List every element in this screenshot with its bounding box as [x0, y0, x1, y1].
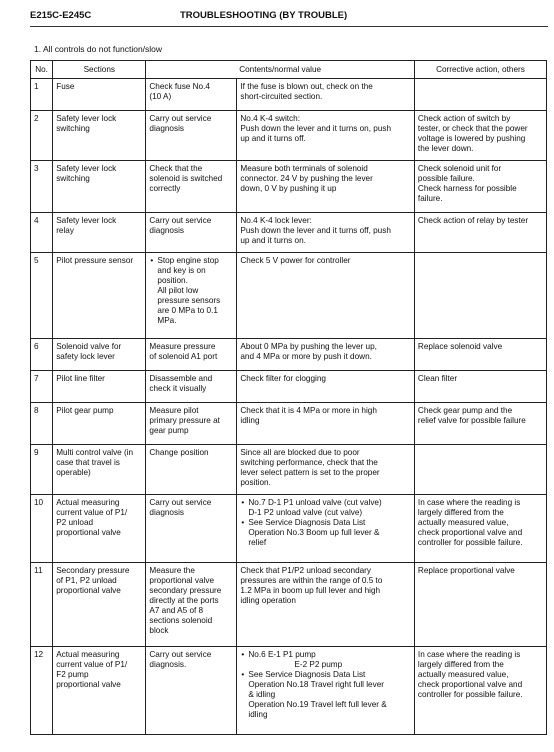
corrective-cell-line: Replace solenoid valve	[417, 342, 503, 351]
detail-line: E-2 P2 pump	[294, 660, 343, 669]
check-cell-line: and key is on	[157, 266, 206, 275]
section-cell-line: Pilot gear pump	[56, 406, 114, 415]
section-cell-line: Safety lever lock	[56, 164, 117, 173]
section-cell	[53, 111, 146, 161]
check-cell	[146, 495, 237, 563]
table-row	[31, 647, 547, 735]
header-rule	[30, 26, 548, 27]
check-cell-line: proportional valve	[149, 576, 215, 585]
check-cell-line: Check fuse No.4	[149, 82, 210, 91]
corrective-cell-line: Clean filter	[417, 374, 458, 383]
corrective-cell	[414, 79, 546, 111]
detail-line: & idling	[248, 690, 276, 699]
corrective-cell-line: voltage is lowered by pushing	[417, 134, 526, 143]
detail-line: idling operation	[240, 596, 296, 605]
section-cell-line: switching	[56, 174, 90, 183]
section-cell	[53, 213, 146, 253]
section-cell-line: Pilot line filter	[56, 374, 105, 383]
detail-bullet-line: • No.7 D-1 P1 unload valve (cut valve)	[240, 498, 412, 508]
column-header-sections: Sections	[53, 61, 146, 79]
corrective-cell-line: Replace proportional valve	[417, 566, 515, 575]
detail-cell	[237, 111, 415, 161]
check-cell-line: of solenoid A1 port	[149, 352, 218, 361]
detail-line: Check that it is 4 MPa or more in high	[240, 406, 377, 415]
section-cell-line: Actual measuring	[56, 498, 120, 507]
table-row	[31, 563, 547, 647]
check-cell	[146, 563, 237, 647]
corrective-cell	[414, 647, 546, 735]
check-cell-line: check it visually	[149, 384, 207, 393]
check-cell-line: solenoid is switched	[149, 174, 223, 183]
check-cell-line: A7 and A5 of 8	[149, 606, 204, 615]
check-cell-line: MPa.	[157, 316, 177, 325]
section-title: 1. All controls do not function/slow	[34, 44, 163, 54]
check-cell-line: Carry out service	[149, 650, 212, 659]
detail-line: lever select pattern is set to the proper	[240, 468, 380, 477]
detail-line: D-1 P2 unload valve (cut valve)	[248, 508, 363, 517]
check-cell-line: directly at the ports	[149, 596, 219, 605]
section-cell	[53, 253, 146, 339]
corrective-cell-line: largely differed from the	[417, 660, 504, 669]
detail-line: If the fuse is blown out, check on the	[240, 82, 373, 91]
section-cell	[53, 339, 146, 371]
section-cell-line: operable)	[56, 468, 91, 477]
check-cell	[146, 371, 237, 403]
check-cell-line: diagnosis.	[149, 660, 187, 669]
section-cell	[53, 495, 146, 563]
corrective-cell-line: In case where the reading is	[417, 650, 521, 659]
section-cell-line: F2 pump	[56, 670, 89, 679]
detail-line: Since all are blocked due to poor	[240, 448, 360, 457]
detail-line: switching performance, check that the	[240, 458, 378, 467]
check-cell-line: sections solenoid	[149, 616, 213, 625]
section-cell	[53, 563, 146, 647]
check-cell-line: • Stop engine stop	[157, 256, 219, 265]
detail-cell	[237, 371, 415, 403]
detail-line: Push down the lever and it turns off, push	[240, 226, 391, 235]
check-cell-line: diagnosis	[149, 226, 184, 235]
check-cell	[146, 339, 237, 371]
table-row	[31, 213, 547, 253]
detail-bullet-line: • See Service Diagnosis Data List	[240, 670, 412, 680]
detail-line: Check filter for clogging	[240, 374, 326, 383]
corrective-cell-line: actually measured value,	[417, 518, 509, 527]
detail-line: No.4 K-4 switch:	[240, 114, 300, 123]
corrective-cell-line: failure.	[417, 194, 443, 203]
check-cell-line: primary pressure at	[149, 416, 220, 425]
check-cell-line: Change position	[149, 448, 209, 457]
detail-line: Push down the lever and it turns on, push	[240, 124, 392, 133]
check-cell-line: position.	[157, 276, 188, 285]
table-row	[31, 339, 547, 371]
detail-cell	[237, 79, 415, 111]
section-cell-line: proportional valve	[56, 586, 121, 595]
table-row	[31, 79, 547, 111]
corrective-cell-line: controller for possible failure.	[417, 538, 523, 547]
table-row	[31, 253, 547, 339]
detail-line: and 4 MPa or more by push it down.	[240, 352, 372, 361]
corrective-cell	[414, 495, 546, 563]
section-cell-line: Safety lever lock	[56, 216, 117, 225]
check-cell-line: pressure sensors	[157, 296, 221, 305]
corrective-cell	[414, 563, 546, 647]
detail-line: Check 5 V power for controller	[240, 256, 351, 265]
section-cell-line: Actual measuring	[56, 650, 120, 659]
page-title: TROUBLESHOOTING (BY TROUBLE)	[180, 10, 348, 21]
check-cell	[146, 253, 237, 339]
section-cell-line: P2 unload	[56, 518, 94, 527]
detail-line: up and it turns off.	[240, 134, 306, 143]
detail-cell	[237, 563, 415, 647]
detail-cell	[237, 161, 415, 213]
table-row	[31, 495, 547, 563]
check-cell	[146, 111, 237, 161]
corrective-cell-line: possible failure.	[417, 174, 475, 183]
row-number: 8	[31, 403, 53, 445]
corrective-cell-line: actually measured value,	[417, 670, 509, 679]
detail-bullet-line: • No.6 E-1 P1 pump	[240, 650, 412, 660]
check-cell-line: Measure pilot	[149, 406, 199, 415]
section-cell	[53, 445, 146, 495]
corrective-cell-line: Check gear pump and the	[417, 406, 513, 415]
detail-line: 1.2 MPa in boom up full lever and high	[240, 586, 381, 595]
corrective-cell	[414, 213, 546, 253]
corrective-cell-line: tester, or check that the power	[417, 124, 528, 133]
check-cell-line: Carry out service	[149, 216, 212, 225]
column-header-corrective: Corrective action, others	[414, 61, 546, 79]
row-number: 6	[31, 339, 53, 371]
detail-line: relief	[248, 538, 267, 547]
section-cell	[53, 403, 146, 445]
section-cell	[53, 79, 146, 111]
corrective-cell-line: relief valve for possible failure	[417, 416, 526, 425]
corrective-cell	[414, 445, 546, 495]
detail-line: Operation No.3 Boom up full lever &	[248, 528, 380, 537]
corrective-cell-line: controller for possible failure.	[417, 690, 523, 699]
check-cell-line: gear pump	[149, 426, 189, 435]
corrective-cell	[414, 253, 546, 339]
section-cell	[53, 647, 146, 735]
row-number: 1	[31, 79, 53, 111]
check-cell-line: Disassemble and	[149, 374, 213, 383]
detail-line: pressures are within the range of 0.5 to	[240, 576, 383, 585]
row-number: 11	[31, 563, 53, 647]
corrective-cell-line: Check action of relay by tester	[417, 216, 529, 225]
section-cell-line: Safety lever lock	[56, 114, 117, 123]
check-cell-line: block	[149, 626, 169, 635]
table-header-row	[31, 61, 547, 79]
section-cell-line: Fuse	[56, 82, 75, 91]
row-number: 4	[31, 213, 53, 253]
corrective-cell-line: check proportional valve and	[417, 680, 523, 689]
section-cell-line: relay	[56, 226, 74, 235]
detail-line: short-circuited section.	[240, 92, 323, 101]
table-row	[31, 403, 547, 445]
check-cell	[146, 403, 237, 445]
column-header-no: No.	[31, 61, 53, 79]
table-row	[31, 445, 547, 495]
detail-line: Operation No.19 Travel left full lever &	[248, 700, 387, 709]
check-cell-line: Check that the	[149, 164, 203, 173]
detail-line: up and it turns on.	[240, 236, 306, 245]
corrective-cell-line: Check harness for possible	[417, 184, 517, 193]
check-cell	[146, 213, 237, 253]
detail-cell	[237, 445, 415, 495]
row-number: 12	[31, 647, 53, 735]
table-row	[31, 161, 547, 213]
section-cell	[53, 161, 146, 213]
row-number: 5	[31, 253, 53, 339]
detail-cell	[237, 403, 415, 445]
detail-cell	[237, 647, 415, 735]
corrective-cell-line: In case where the reading is	[417, 498, 521, 507]
model-number: E215C-E245C	[30, 10, 92, 21]
section-cell-line: proportional valve	[56, 680, 121, 689]
detail-line: Operation No.18 Travel right full lever	[248, 680, 384, 689]
section-cell-line: Multi control valve (in	[56, 448, 134, 457]
corrective-cell	[414, 371, 546, 403]
detail-cell	[237, 213, 415, 253]
corrective-cell-line: Check solenoid unit for	[417, 164, 502, 173]
section-cell-line: Secondary pressure	[56, 566, 130, 575]
detail-cell	[237, 253, 415, 339]
detail-line: position.	[240, 478, 271, 487]
check-cell-line: (10 A)	[149, 92, 172, 101]
check-cell	[146, 445, 237, 495]
check-cell-line: All pilot low	[157, 286, 199, 295]
section-cell-line: switching	[56, 124, 90, 133]
check-cell-line: diagnosis	[149, 124, 184, 133]
column-header-contents: Contents/normal value	[146, 61, 415, 79]
section-cell	[53, 371, 146, 403]
corrective-cell	[414, 339, 546, 371]
check-cell-line: secondary pressure	[149, 586, 222, 595]
check-cell-line: correctly	[149, 184, 181, 193]
detail-line: down, 0 V by pushing it up	[240, 184, 337, 193]
detail-line: Check that P1/P2 unload secondary	[240, 566, 372, 575]
corrective-cell-line: Check action of switch by	[417, 114, 511, 123]
row-number: 2	[31, 111, 53, 161]
troubleshooting-table	[30, 60, 547, 735]
detail-cell	[237, 495, 415, 563]
check-cell	[146, 647, 237, 735]
section-cell-line: current value of P1/	[56, 660, 128, 669]
corrective-cell-line: largely differed from the	[417, 508, 504, 517]
check-cell-line: diagnosis	[149, 508, 184, 517]
check-cell-line: Measure pressure	[149, 342, 216, 351]
check-cell-line: are 0 MPa to 0.1	[157, 306, 218, 315]
check-bullet	[149, 256, 234, 326]
table-row	[31, 371, 547, 403]
detail-line: connector. 24 V by pushing the lever	[240, 174, 373, 183]
detail-line: No.4 K-4 lock lever:	[240, 216, 312, 225]
corrective-cell-line: check proportional valve and	[417, 528, 523, 537]
check-cell-line: Carry out service	[149, 498, 212, 507]
page-header	[30, 10, 548, 24]
check-cell-line: Carry out service	[149, 114, 212, 123]
row-number: 9	[31, 445, 53, 495]
table-body	[31, 79, 547, 735]
detail-cell	[237, 339, 415, 371]
table-row	[31, 111, 547, 161]
check-cell	[146, 79, 237, 111]
check-cell-line: Measure the	[149, 566, 195, 575]
row-number: 7	[31, 371, 53, 403]
check-cell	[146, 161, 237, 213]
corrective-cell	[414, 161, 546, 213]
detail-bullet-line: • See Service Diagnosis Data List	[240, 518, 412, 528]
detail-line: idling	[240, 416, 260, 425]
detail-line: About 0 MPa by pushing the lever up,	[240, 342, 377, 351]
section-cell-line: case that travel is	[56, 458, 120, 467]
section-cell-line: Pilot pressure sensor	[56, 256, 134, 265]
row-number: 3	[31, 161, 53, 213]
section-cell-line: Solenoid valve for	[56, 342, 122, 351]
corrective-cell	[414, 403, 546, 445]
section-cell-line: proportional valve	[56, 528, 121, 537]
section-cell-line: safety lock lever	[56, 352, 115, 361]
detail-line: idling	[248, 710, 268, 719]
detail-line: Measure both terminals of solenoid	[240, 164, 368, 173]
row-number: 10	[31, 495, 53, 563]
section-cell-line: of P1, P2 unload	[56, 576, 117, 585]
corrective-cell	[414, 111, 546, 161]
section-cell-line: current value of P1/	[56, 508, 128, 517]
corrective-cell-line: the lever down.	[417, 144, 474, 153]
